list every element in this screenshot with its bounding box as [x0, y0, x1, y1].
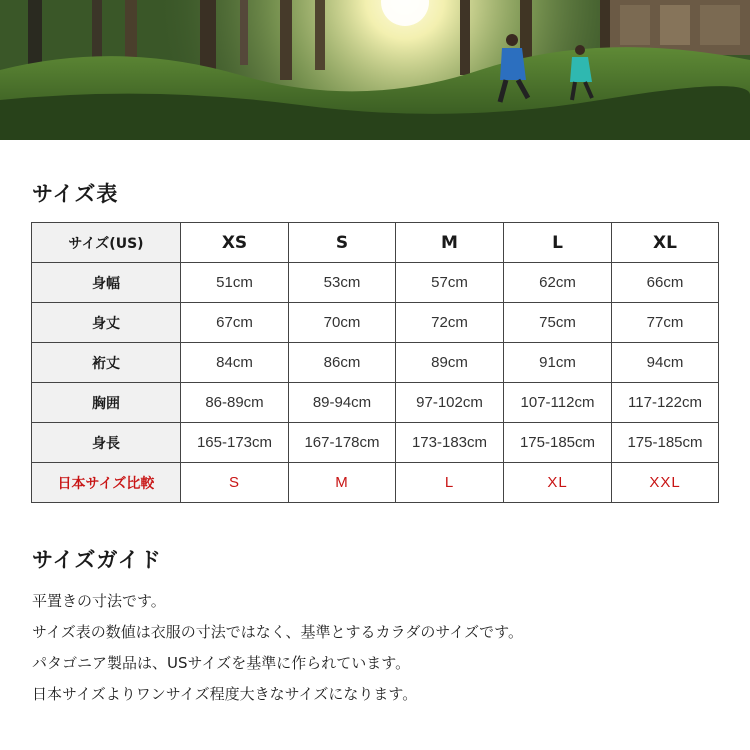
table-cell: 175-185cm [504, 423, 612, 463]
table-cell: 107-112cm [504, 383, 612, 423]
table-cell: 117-122cm [612, 383, 719, 423]
table-cell: 57cm [396, 263, 504, 303]
table-row [32, 383, 719, 423]
table-cell: 67cm [181, 303, 289, 343]
table-cell: 165-173cm [181, 423, 289, 463]
size-header-l: L [504, 223, 612, 263]
list-item: 日本サイズよりワンサイズ程度大きなサイズになります。 [32, 685, 418, 703]
table-cell: S [181, 463, 289, 503]
size-guide-title: サイズガイド [32, 548, 162, 572]
row-label-body-length: 身丈 [32, 303, 181, 343]
table-cell: 70cm [289, 303, 396, 343]
table-row [32, 303, 719, 343]
table-cell: 66cm [612, 263, 719, 303]
size-header-m: M [396, 223, 504, 263]
table-cell: 94cm [612, 343, 719, 383]
table-cell: 77cm [612, 303, 719, 343]
table-cell: 62cm [504, 263, 612, 303]
table-cell: XL [504, 463, 612, 503]
size-table [31, 222, 719, 503]
row-label-sleeve: 裄丈 [32, 343, 181, 383]
size-guide-text [32, 586, 523, 710]
table-cell: 91cm [504, 343, 612, 383]
row-label-body-width: 身幅 [32, 263, 181, 303]
size-table-title: サイズ表 [32, 182, 119, 206]
table-row [32, 423, 719, 463]
list-item: サイズ表の数値は衣服の寸法ではなく、基準とするカラダのサイズです。 [32, 623, 523, 641]
row-label-chest: 胸囲 [32, 383, 181, 423]
table-cell: 86cm [289, 343, 396, 383]
table-cell: L [396, 463, 504, 503]
table-row-jp-size [32, 463, 719, 503]
table-cell: 89cm [396, 343, 504, 383]
table-cell: 167-178cm [289, 423, 396, 463]
table-cell: 175-185cm [612, 423, 719, 463]
table-cell: 72cm [396, 303, 504, 343]
table-cell: 89-94cm [289, 383, 396, 423]
table-cell: XXL [612, 463, 719, 503]
table-cell: 86-89cm [181, 383, 289, 423]
table-cell: 173-183cm [396, 423, 504, 463]
size-us-label: サイズ(US) [32, 223, 181, 263]
table-cell: 53cm [289, 263, 396, 303]
row-label-jp-size-compare: 日本サイズ比較 [32, 463, 181, 503]
size-header-xs: XS [181, 223, 289, 263]
row-label-height: 身長 [32, 423, 181, 463]
table-cell: M [289, 463, 396, 503]
list-item: 平置きの寸法です。 [32, 592, 166, 610]
size-header-row [32, 223, 719, 263]
size-header-xl: XL [612, 223, 719, 263]
table-cell: 84cm [181, 343, 289, 383]
table-row [32, 263, 719, 303]
table-cell: 97-102cm [396, 383, 504, 423]
list-item: パタゴニア製品は、USサイズを基準に作られています。 [32, 654, 411, 672]
table-cell: 51cm [181, 263, 289, 303]
forest-trail-runners-photo [0, 0, 750, 140]
table-cell: 75cm [504, 303, 612, 343]
hero-banner [0, 0, 750, 140]
table-row [32, 343, 719, 383]
size-header-s: S [289, 223, 396, 263]
